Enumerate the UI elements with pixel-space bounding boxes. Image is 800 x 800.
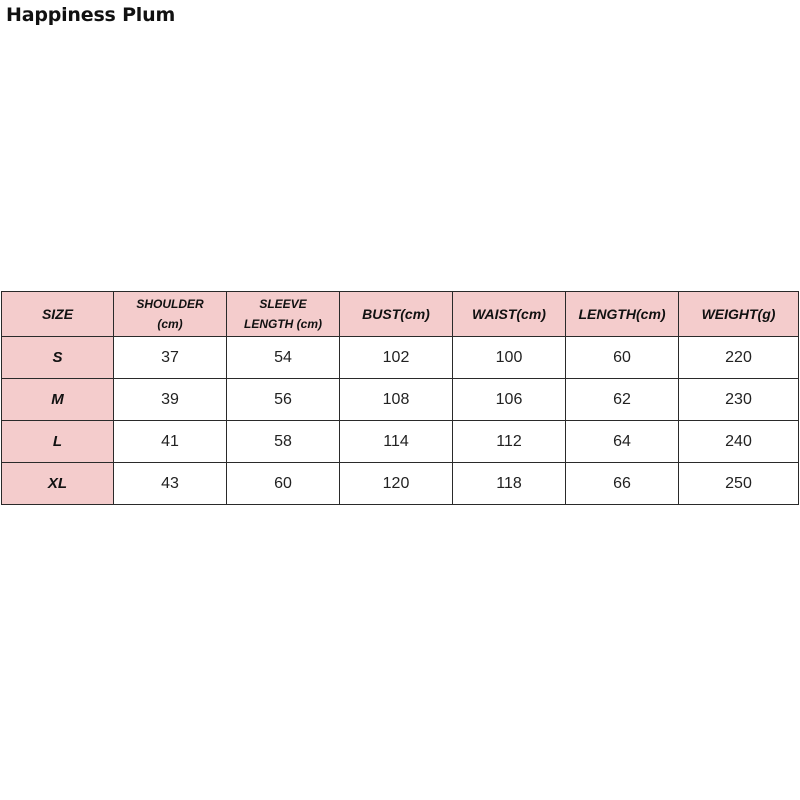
bust-cell: 114: [340, 421, 453, 463]
sleeve-cell: 60: [227, 463, 340, 505]
waist-cell: 118: [453, 463, 566, 505]
brand-title: Happiness Plum: [6, 4, 176, 26]
weight-cell: 220: [679, 337, 799, 379]
length-cell: 62: [566, 379, 679, 421]
sleeve-cell: 54: [227, 337, 340, 379]
header-row: [2, 292, 799, 337]
header-bust: BUST(cm): [340, 292, 453, 337]
length-cell: 64: [566, 421, 679, 463]
size-chart-table: [1, 291, 799, 505]
header-shoulder-line2: (cm): [157, 317, 183, 331]
length-cell: 60: [566, 337, 679, 379]
waist-cell: 106: [453, 379, 566, 421]
size-cell: L: [2, 421, 114, 463]
size-cell: S: [2, 337, 114, 379]
bust-cell: 108: [340, 379, 453, 421]
shoulder-cell: 43: [114, 463, 227, 505]
sleeve-cell: 56: [227, 379, 340, 421]
weight-cell: 240: [679, 421, 799, 463]
shoulder-cell: 37: [114, 337, 227, 379]
header-length: LENGTH(cm): [566, 292, 679, 337]
weight-cell: 230: [679, 379, 799, 421]
header-shoulder: [114, 292, 227, 337]
weight-cell: 250: [679, 463, 799, 505]
length-cell: 66: [566, 463, 679, 505]
table-row: [2, 421, 799, 463]
sleeve-cell: 58: [227, 421, 340, 463]
header-sleeve-line1: SLEEVE: [259, 297, 307, 311]
waist-cell: 100: [453, 337, 566, 379]
table-row: [2, 379, 799, 421]
table-row: [2, 463, 799, 505]
header-sleeve-length: [227, 292, 340, 337]
bust-cell: 102: [340, 337, 453, 379]
header-size: SIZE: [2, 292, 114, 337]
bust-cell: 120: [340, 463, 453, 505]
waist-cell: 112: [453, 421, 566, 463]
header-shoulder-line1: SHOULDER: [136, 297, 204, 311]
header-weight: WEIGHT(g): [679, 292, 799, 337]
size-cell: M: [2, 379, 114, 421]
size-cell: XL: [2, 463, 114, 505]
header-waist: WAIST(cm): [453, 292, 566, 337]
header-sleeve-line2: LENGTH (cm): [244, 317, 322, 331]
shoulder-cell: 41: [114, 421, 227, 463]
table-row: [2, 337, 799, 379]
shoulder-cell: 39: [114, 379, 227, 421]
